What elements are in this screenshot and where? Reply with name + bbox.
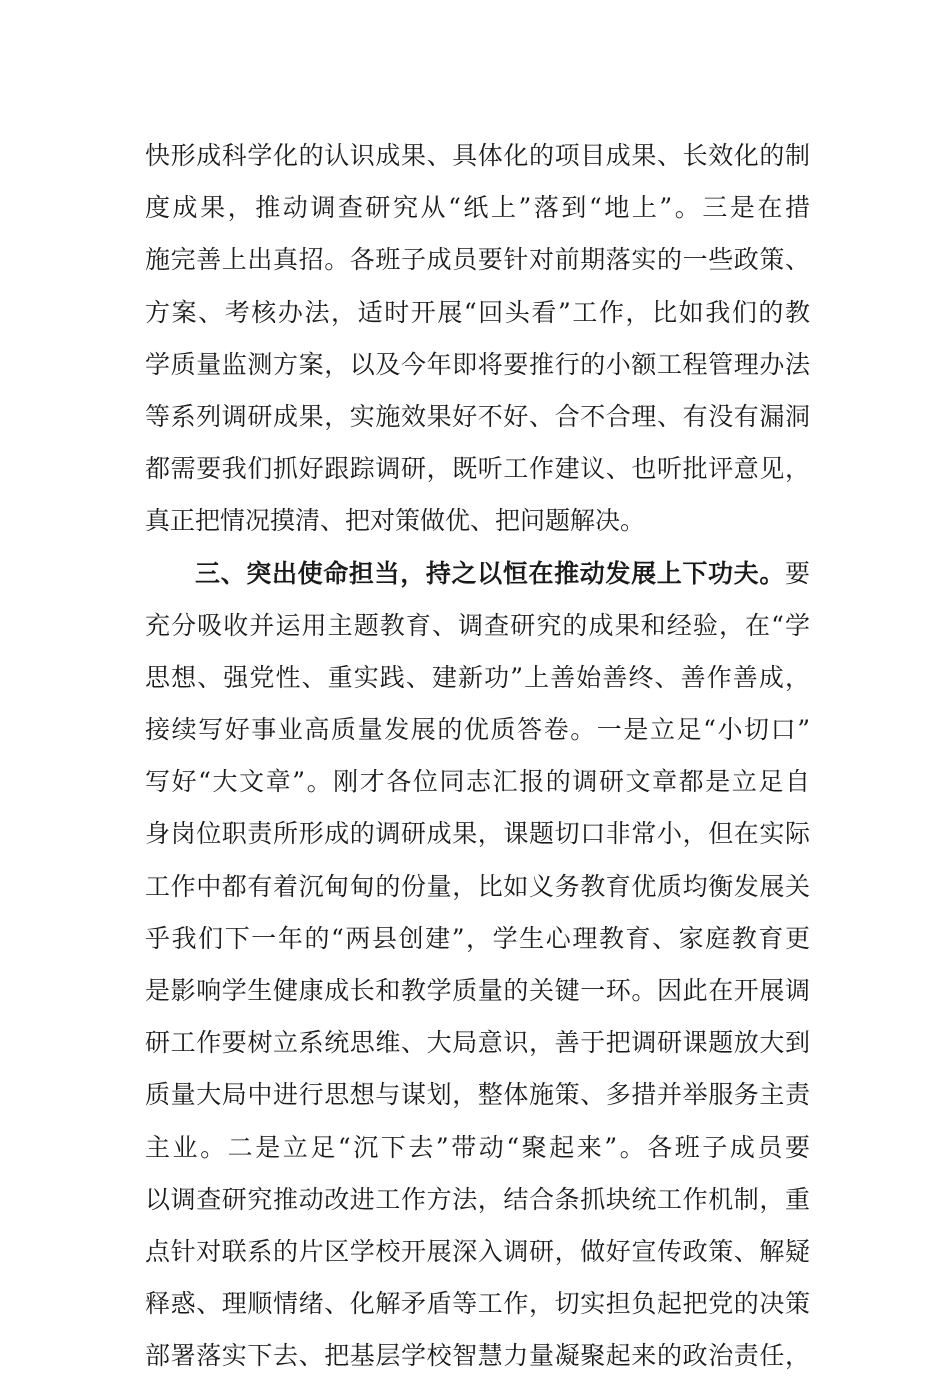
paragraph-line: 研工作要树立系统思维、大局意识，善于把调研课题放大到 — [145, 1028, 810, 1058]
section-heading: 三、突出使命担当，持之以恒在推动发展上下功夫。 — [195, 558, 785, 588]
paragraph-line: 施完善上出真招。各班子成员要针对前期落实的一些政策、 — [145, 245, 810, 275]
body-text — [145, 130, 810, 1383]
paragraph-line: 等系列调研成果，实施效果好不好、合不合理、有没有漏洞 — [145, 401, 810, 431]
paragraph-line: 真正把情况摸清、把对策做优、把问题解决。 — [145, 506, 646, 536]
paragraph-line: 方案、考核办法，适时开展“回头看”工作，比如我们的教 — [145, 297, 810, 327]
paragraph-line: 接续写好事业高质量发展的优质答卷。一是立足“小切口” — [145, 715, 810, 745]
paragraph-line: 度成果，推动调查研究从“纸上”落到“地上”。三是在措 — [145, 193, 810, 223]
section-heading-line — [145, 548, 810, 600]
paragraph-line: 写好“大文章”。刚才各位同志汇报的调研文章都是立足自 — [145, 767, 810, 797]
paragraph-line: 质量大局中进行思想与谋划，整体施策、多措并举服务主责 — [145, 1080, 810, 1110]
paragraph-line: 乎我们下一年的“两县创建”，学生心理教育、家庭教育更 — [145, 923, 810, 953]
paragraph-line: 是影响学生健康成长和教学质量的关键一环。因此在开展调 — [145, 976, 810, 1005]
paragraph-line: 主业。二是立足“沉下去”带动“聚起来”。各班子成员要 — [145, 1132, 810, 1162]
paragraph-line: 都需要我们抓好跟踪调研，既听工作建议、也听批评意见， — [145, 454, 810, 484]
heading-line-rest: 要 — [784, 558, 810, 588]
paragraph-line: 学质量监测方案，以及今年即将要推行的小额工程管理办法 — [145, 349, 810, 379]
paragraph-line: 部署落实下去、把基层学校智慧力量凝聚起来的政治责任， — [145, 1341, 810, 1371]
paragraph-line: 点针对联系的片区学校开展深入调研，做好宣传政策、解疑 — [145, 1236, 810, 1266]
paragraph-line: 以调查研究推动改进工作方法，结合条抓块统工作机制，重 — [145, 1184, 810, 1214]
paragraph-line: 快形成科学化的认识成果、具体化的项目成果、长效化的制 — [145, 141, 810, 170]
paragraph-line: 身岗位职责所形成的调研成果，课题切口非常小，但在实际 — [145, 819, 810, 849]
paragraph-line: 工作中都有着沉甸甸的份量，比如义务教育优质均衡发展关 — [145, 871, 810, 901]
paragraph-line: 思想、强党性、重实践、建新功”上善始善终、善作善成， — [145, 662, 810, 692]
paragraph-line: 充分吸收并运用主题教育、调查研究的成果和经验，在“学 — [145, 610, 810, 640]
paragraph-line: 释惑、理顺情绪、化解矛盾等工作，切实担负起把党的决策 — [145, 1289, 810, 1319]
